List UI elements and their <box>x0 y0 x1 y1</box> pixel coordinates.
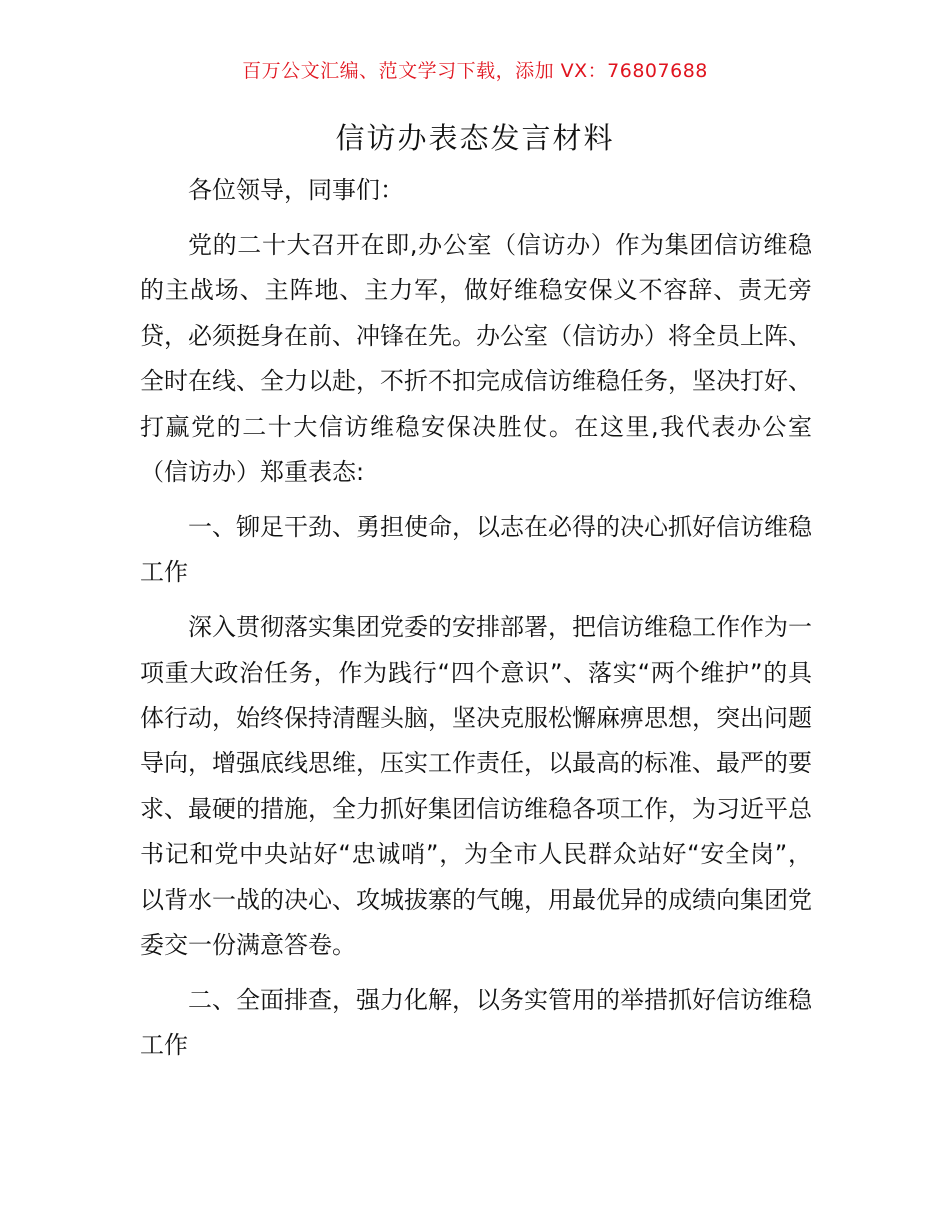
section-1-paragraph: 深入贯彻落实集团党委的安排部署，把信访维稳工作作为一项重大政治任务，作为践行“四个意识”、落实“两个维护”的具体行动，始终保持清醒头脑，坚决克服松懈麻痹思想，突出问题导向，增强底线思维，压实工作责任，以最高的标准、最严的要求、最硬的措施，全力抓好集团信访维稳各项工作，为习近平总书记和党中央站好“忠诚哨”，为全市人民群众站好“安全岗”，以背水一战的决心、攻城拔寨的气魄，用最优异的成绩向集团党委交一份满意答卷。 <box>140 613 812 959</box>
section-heading-1: 一、铆足干劲、勇担使命，以志在必得的决心抓好信访维稳工作 <box>140 512 812 587</box>
greeting: 各位领导，同事们： <box>188 176 404 204</box>
section-heading-2: 二、全面排查，强力化解，以务实管用的举措抓好信访维稳工作 <box>140 985 812 1060</box>
document-title: 信访办表态发言材料 <box>335 121 615 155</box>
document-body <box>140 168 812 1078</box>
watermark-header: 百万公文汇编、范文学习下载，添加 VX：76807688 <box>242 60 708 82</box>
intro-paragraph: 党的二十大召开在即,办公室（信访办）作为集团信访维稳的主战场、主阵地、主力军，做好维稳安保义不容辞、责无旁贷，必须挺身在前、冲锋在先。办公室（信访办）将全员上阵、全时在线、全力以赴，不折不扣完成信访维稳任务，坚决打好、打赢党的二十大信访维稳安保决胜仗。在这里,我代表办公室（信访办）郑重表态: <box>140 230 812 486</box>
